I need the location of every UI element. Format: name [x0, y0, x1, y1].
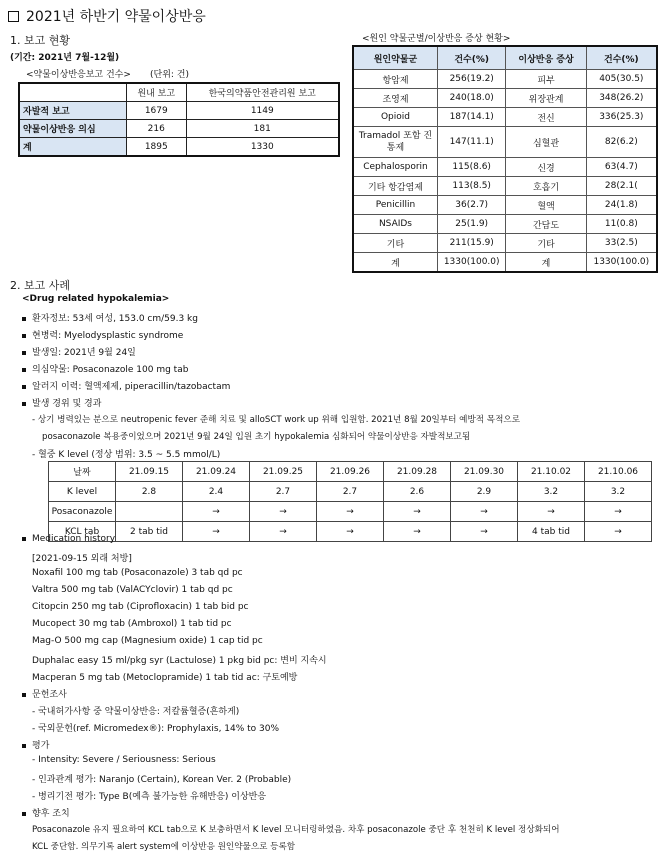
cell-value: → — [317, 522, 384, 542]
table-row — [49, 482, 652, 502]
medication-item: Citopcin 250 mg tab (Ciprofloxacin) 1 tab bid pc — [32, 602, 249, 612]
cell-value: 11(0.8) — [586, 215, 657, 234]
table-row — [19, 102, 339, 120]
cell-value: 심혈관 — [506, 127, 586, 158]
period-text: (기간: 2021년 7월-12월) — [10, 53, 120, 63]
suspected-drug — [22, 362, 188, 375]
cell-value: 240(18.0) — [437, 89, 505, 108]
onset-date-text: 발생일: 2021년 9월 24일 — [32, 348, 136, 358]
row-label: 약물이상반응 의심 — [19, 120, 127, 138]
course-label-text: 발생 경위 및 경과 — [32, 399, 102, 409]
cell-value: 82(6.2) — [586, 127, 657, 158]
table-header-row — [353, 46, 657, 70]
cell-value: → — [250, 522, 317, 542]
cell-value: 336(25.3) — [586, 108, 657, 127]
bullet-icon — [22, 351, 26, 355]
cell-value: → — [183, 502, 250, 522]
action-label — [22, 806, 70, 819]
cell-value: 405(30.5) — [586, 70, 657, 89]
cell-value: → — [585, 522, 652, 542]
medical-history-text: 현병력: Myelodysplastic syndrome — [32, 331, 184, 341]
medical-history — [22, 328, 183, 341]
medication-item: Macperan 5 mg tab (Metoclopramide) 1 tab tid ac: 구토예방 — [32, 673, 298, 683]
cell-value: 348(26.2) — [586, 89, 657, 108]
k-level-label: - 혈중 K level (정상 범위: 3.5 ~ 5.5 mmol/L) — [32, 450, 221, 460]
cell-value: NSAIDs — [353, 215, 437, 234]
col-header: 21.09.28 — [384, 462, 451, 482]
onset-date — [22, 345, 136, 358]
cell-value: 2.7 — [250, 482, 317, 502]
cell-value: → — [451, 502, 518, 522]
bullet-icon — [22, 693, 26, 697]
cell-value: 기타 — [353, 234, 437, 253]
course-line-2: posaconazole 복용중이었으며 2021년 9월 24일 입원 초기 hypokalemia 심화되어 약물이상반응 자발적보고됨 — [42, 432, 471, 442]
table-row — [19, 138, 339, 157]
cell-value: 피부 — [506, 70, 586, 89]
cell-value: → — [585, 502, 652, 522]
table-row — [353, 108, 657, 127]
cell-value: 계 — [506, 253, 586, 273]
col-header: 21.09.30 — [451, 462, 518, 482]
section2-heading: 2. 보고 사례 — [10, 279, 70, 292]
cell-value: → — [384, 522, 451, 542]
cell-value: 2.4 — [183, 482, 250, 502]
row-label: 자발적 보고 — [19, 102, 127, 120]
action-line-1: Posaconazole 유지 필요하여 KCL tab으로 K 보충하면서 K level 모니터링하였음. 차후 posaconazole 중단 후 천천히 K level 정상화되어 — [32, 825, 560, 835]
cell-value: 3.2 — [518, 482, 585, 502]
evaluation-line-2: - 인과관계 평가: Naranjo (Certain), Korean Ver. 2 (Probable) — [32, 775, 292, 785]
medication-item: Duphalac easy 15 ml/pkg syr (Lactulose) 1 pkg bid pc: 변비 지속시 — [32, 656, 327, 666]
cell-value: Tramadol 포함 진통제 — [353, 127, 437, 158]
medication-item: Noxafil 100 mg tab (Posaconazole) 3 tab qd pc — [32, 568, 243, 578]
cell-value: Opioid — [353, 108, 437, 127]
course-line-1: - 상기 병력있는 분으로 neutropenic fever 준해 치료 및 alloSCT work up 위해 입원함. 2021년 8월 20일부터 예방적 목적으로 — [32, 415, 521, 425]
cell-value: 계 — [353, 253, 437, 273]
col-header: 원내 보고 — [127, 83, 187, 102]
cell-value: → — [384, 502, 451, 522]
cell-value: 181 — [186, 120, 339, 138]
col-header: 원인약물군 — [353, 46, 437, 70]
evaluation-line-1: - Intensity: Severe / Seriousness: Serious — [32, 755, 216, 765]
cell-value: Cephalosporin — [353, 158, 437, 177]
report-count-table — [18, 82, 340, 157]
cell-value: → — [183, 522, 250, 542]
cell-value: Penicillin — [353, 196, 437, 215]
cell-value: 전신 — [506, 108, 586, 127]
case-title: <Drug related hypokalemia> — [22, 294, 170, 304]
evaluation-label-text: 평가 — [32, 741, 50, 751]
page-title-text: 2021년 하반기 약물이상반응 — [26, 9, 206, 25]
table-row — [353, 177, 657, 196]
patient-info — [22, 311, 198, 324]
bullet-icon — [22, 317, 26, 321]
table-row — [353, 234, 657, 253]
row-label: KCL tab — [49, 522, 116, 542]
col-header: 21.09.24 — [183, 462, 250, 482]
table-row — [353, 89, 657, 108]
cell-value: 115(8.6) — [437, 158, 505, 177]
col-header: 건수(%) — [437, 46, 505, 70]
table-row — [19, 120, 339, 138]
medication-history-label-text: Medication history — [32, 534, 116, 544]
col-header: 건수(%) — [586, 46, 657, 70]
literature-line-1: - 국내허가사항 중 약물이상반응: 저칼륨혈증(흔하게) — [32, 707, 240, 717]
bullet-icon — [22, 385, 26, 389]
cell-value: 187(14.1) — [437, 108, 505, 127]
cell-value: 1679 — [127, 102, 187, 120]
table-row — [353, 215, 657, 234]
cell-value: 24(1.8) — [586, 196, 657, 215]
cell-value: 4 tab tid — [518, 522, 585, 542]
bullet-icon — [22, 368, 26, 372]
allergy-history — [22, 379, 230, 392]
cell-value: 혈액 — [506, 196, 586, 215]
row-label: Posaconazole — [49, 502, 116, 522]
col-header: 21.10.06 — [585, 462, 652, 482]
bullet-icon — [22, 744, 26, 748]
cell-value: 신경 — [506, 158, 586, 177]
col-header: 21.10.02 — [518, 462, 585, 482]
cell-value: 기타 항감염제 — [353, 177, 437, 196]
cell-value: 28(2.1( — [586, 177, 657, 196]
cell-value: 기타 — [506, 234, 586, 253]
col-header: 21.09.15 — [116, 462, 183, 482]
table-row — [353, 158, 657, 177]
cell-value: 2.6 — [384, 482, 451, 502]
col-header: 날짜 — [49, 462, 116, 482]
course-label — [22, 396, 101, 409]
cell-value: 1330 — [186, 138, 339, 157]
literature-label-text: 문헌조사 — [32, 690, 67, 700]
cell-value: → — [317, 502, 384, 522]
medication-history-label — [22, 534, 115, 544]
bullet-icon — [22, 334, 26, 338]
evaluation-line-3: - 병리기전 평가: Type B(예측 불가능한 유해반응) 이상반응 — [32, 792, 267, 802]
literature-label — [22, 687, 67, 700]
table-row — [49, 502, 652, 522]
suspected-drug-text: 의심약물: Posaconazole 100 mg tab — [32, 365, 189, 375]
cell-value: 63(4.7) — [586, 158, 657, 177]
cell-value: → — [451, 522, 518, 542]
report-table-caption: <약물이상반응보고 건수> — [26, 70, 131, 80]
section1-heading: 1. 보고 현황 — [10, 34, 70, 47]
drug-class-table — [352, 45, 658, 273]
cell-value: 간담도 — [506, 215, 586, 234]
cell-value: → — [250, 502, 317, 522]
cell-value: 147(11.1) — [437, 127, 505, 158]
cell-value: 위장관계 — [506, 89, 586, 108]
row-label: 계 — [19, 138, 127, 157]
bullet-icon — [22, 537, 26, 541]
medication-item: Mucopect 30 mg tab (Ambroxol) 1 tab tid pc — [32, 619, 232, 629]
table-row — [353, 70, 657, 89]
medication-item: Valtra 500 mg tab (ValACYclovir) 1 tab qd pc — [32, 585, 233, 595]
report-table-unit: (단위: 건) — [150, 70, 189, 80]
table-row — [353, 127, 657, 158]
col-header: 이상반응 증상 — [506, 46, 586, 70]
cell-value: 33(2.5) — [586, 234, 657, 253]
cell-value: 2 tab tid — [116, 522, 183, 542]
cell-value: → — [518, 502, 585, 522]
table-row — [353, 253, 657, 273]
table-header-row — [49, 462, 652, 482]
table-corner-cell — [19, 83, 127, 102]
cell-value: 211(15.9) — [437, 234, 505, 253]
cell-value: 3.2 — [585, 482, 652, 502]
cell-value: 1149 — [186, 102, 339, 120]
cell-value: 1330(100.0) — [586, 253, 657, 273]
action-label-text: 향후 조치 — [32, 809, 70, 819]
cell-value: 113(8.5) — [437, 177, 505, 196]
evaluation-label — [22, 738, 49, 751]
cell-value: 25(1.9) — [437, 215, 505, 234]
cell-value: 36(2.7) — [437, 196, 505, 215]
cell-value: 2.8 — [116, 482, 183, 502]
col-header: 21.09.26 — [317, 462, 384, 482]
cell-value — [116, 502, 183, 522]
cell-value: 2.9 — [451, 482, 518, 502]
bullet-icon — [22, 402, 26, 406]
cell-value: 1895 — [127, 138, 187, 157]
col-header: 한국의약품안전관리원 보고 — [186, 83, 339, 102]
patient-info-text: 환자정보: 53세 여성, 153.0 cm/59.3 kg — [32, 314, 198, 324]
cell-value: 216 — [127, 120, 187, 138]
table-row — [353, 196, 657, 215]
col-header: 21.09.25 — [250, 462, 317, 482]
prescription-date: [2021-09-15 외래 처방] — [32, 554, 132, 564]
cell-value: 조영제 — [353, 89, 437, 108]
action-line-2: KCL 중단함. 의무기록 alert system에 이상반응 원인약물으로 등록함 — [32, 842, 296, 852]
row-label: K level — [49, 482, 116, 502]
allergy-history-text: 알러지 이력: 혈액제제, piperacillin/tazobactam — [32, 382, 231, 392]
bullet-icon — [22, 812, 26, 816]
table-row — [49, 522, 652, 542]
medication-item: Mag-O 500 mg cap (Magnesium oxide) 1 cap tid pc — [32, 636, 263, 646]
k-level-table — [48, 461, 652, 542]
page-title — [8, 6, 206, 26]
cell-value: 2.7 — [317, 482, 384, 502]
literature-line-2: - 국외문헌(ref. Micromedex®): Prophylaxis, 14% to 30% — [32, 724, 280, 734]
cell-value: 항암제 — [353, 70, 437, 89]
checkbox-square-icon — [8, 11, 19, 22]
drug-class-table-caption: <원인 약물군별/이상반응 증상 현황> — [362, 34, 511, 44]
cell-value: 호흡기 — [506, 177, 586, 196]
cell-value: 1330(100.0) — [437, 253, 505, 273]
cell-value: 256(19.2) — [437, 70, 505, 89]
